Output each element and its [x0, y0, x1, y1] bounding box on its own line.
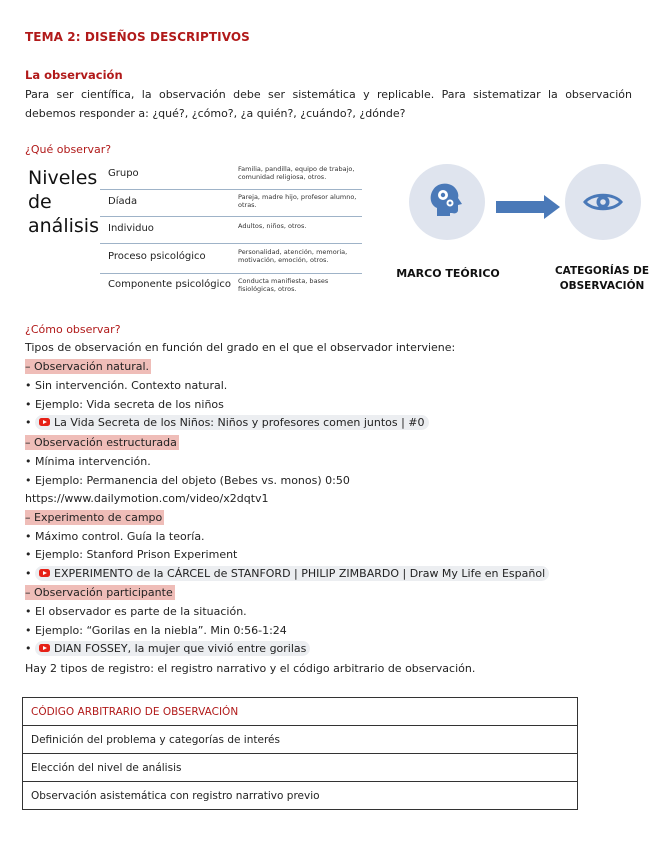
- campo-title: [25, 511, 164, 524]
- video-link-vida-secreta[interactable]: [35, 415, 429, 430]
- youtube-icon: [39, 644, 50, 652]
- video-link-dian-fossey[interactable]: [35, 641, 310, 656]
- level-name: Grupo: [108, 168, 139, 179]
- list-item: • La Vida Secreta de los Niños: Niños y profesores comen juntos | #0: [25, 416, 429, 429]
- section-heading-como-observar: ¿Cómo observar?: [25, 323, 121, 336]
- eye-icon: [565, 164, 641, 240]
- level-row: [100, 216, 362, 244]
- list-item: • DIAN FOSSEY, la mujer que vivió entre gorilas: [25, 642, 310, 655]
- levels-label-line: Niveles: [28, 167, 98, 189]
- list-item: • Sin intervención. Contexto natural.: [25, 379, 228, 392]
- video-link-text: La Vida Secreta de los Niños: Niños y profesores comen juntos | #0: [54, 416, 425, 429]
- list-item: • Ejemplo: Stanford Prison Experiment: [25, 548, 238, 561]
- codigo-table-cell: Observación asistemática con registro narrativo previo: [23, 782, 578, 810]
- list-item: • Mínima intervención.: [25, 455, 151, 468]
- list-item: • Ejemplo: Permanencia del objeto (Bebes vs. monos) 0:50: [25, 474, 350, 487]
- estructurada-title-text: – Observación estructurada: [25, 436, 177, 449]
- list-item: • EXPERIMENTO de la CÁRCEL de STANFORD | PHILIP ZIMBARDO | Draw My Life en Español: [25, 567, 549, 580]
- levels-label-line: de: [28, 191, 52, 213]
- categorias-caption-line: OBSERVACIÓN: [559, 280, 645, 292]
- level-desc: Adultos, niños, otros.: [238, 222, 307, 230]
- codigo-table: [22, 697, 578, 810]
- categorias-circle: [565, 164, 641, 240]
- campo-title-text: – Experimento de campo: [25, 511, 163, 524]
- registro-text: Hay 2 tipos de registro: el registro narrativo y el código arbitrario de observación.: [25, 662, 476, 675]
- codigo-table-header: CÓDIGO ARBITRARIO DE OBSERVACIÓN: [23, 698, 578, 726]
- section-heading-observacion: La observación: [25, 68, 123, 82]
- list-item: • Máximo control. Guía la teoría.: [25, 530, 205, 543]
- participante-title-text: – Observación participante: [25, 586, 173, 599]
- list-item: • Ejemplo: Vida secreta de los niños: [25, 398, 224, 411]
- participante-title: [25, 586, 175, 599]
- table-row: [23, 782, 578, 810]
- youtube-icon: [39, 418, 50, 426]
- observacion-paragraph: Para ser científica, la observación debe ser sistemática y replicable. Para sistematizar la observación debemos responder a: ¿qué?, ¿cómo?, ¿a quién?, ¿cuándo?, ¿dónde?: [25, 88, 632, 120]
- video-link-stanford[interactable]: [35, 566, 549, 581]
- level-row: [100, 160, 362, 190]
- level-desc: Pareja, madre hijo, profesor alumno, otras.: [238, 193, 357, 209]
- level-name: Componente psicológico: [108, 279, 231, 290]
- youtube-icon: [39, 569, 50, 577]
- list-item: • El observador es parte de la situación.: [25, 605, 247, 618]
- levels-label-line: análisis: [28, 215, 99, 237]
- video-link-text: DIAN FOSSEY, la mujer que vivió entre gorilas: [54, 642, 307, 655]
- marco-teorico-caption: MARCO TEÓRICO: [396, 267, 500, 280]
- level-desc: Familia, pandilla, equipo de trabajo, comunidad religiosa, otros.: [238, 165, 355, 181]
- table-row: [23, 754, 578, 782]
- table-row: [23, 726, 578, 754]
- codigo-table-cell: Elección del nivel de análisis: [23, 754, 578, 782]
- level-name: Proceso psicológico: [108, 251, 206, 262]
- list-item: • Ejemplo: “Gorilas en la niebla”. Min 0:56-1:24: [25, 624, 287, 637]
- estructurada-title: [25, 436, 179, 449]
- section-heading-que-observar: ¿Qué observar?: [25, 143, 112, 156]
- levels-big-label: [28, 166, 99, 238]
- natural-title: [25, 360, 151, 373]
- categorias-caption: [546, 264, 655, 294]
- arrow-icon: [494, 194, 562, 220]
- natural-title-text: – Observación natural.: [25, 360, 150, 373]
- categorias-caption-line: CATEGORÍAS DE: [554, 265, 650, 277]
- page-title: TEMA 2: DISEÑOS DESCRIPTIVOS: [25, 30, 250, 44]
- level-name: Individuo: [108, 223, 154, 234]
- level-name: Díada: [108, 196, 138, 207]
- table-row: [23, 698, 578, 726]
- como-intro: Tipos de observación en función del grado en el que el observador interviene:: [25, 341, 456, 354]
- codigo-table-cell: Definición del problema y categorías de interés: [23, 726, 578, 754]
- head-gears-icon: [409, 164, 485, 240]
- level-desc: Personalidad, atención, memoria, motivación, emoción, otros.: [238, 248, 348, 264]
- level-row: [100, 273, 362, 300]
- level-row: [100, 243, 362, 274]
- level-desc: Conducta manifiesta, bases fisiológicas, otros.: [238, 277, 329, 293]
- video-link-text: EXPERIMENTO de la CÁRCEL de STANFORD | PHILIP ZIMBARDO | Draw My Life en Español: [54, 567, 546, 580]
- dailymotion-url[interactable]: https://www.dailymotion.com/video/x2dqtv1: [25, 492, 269, 505]
- marco-teorico-circle: [409, 164, 485, 240]
- level-row: [100, 189, 362, 217]
